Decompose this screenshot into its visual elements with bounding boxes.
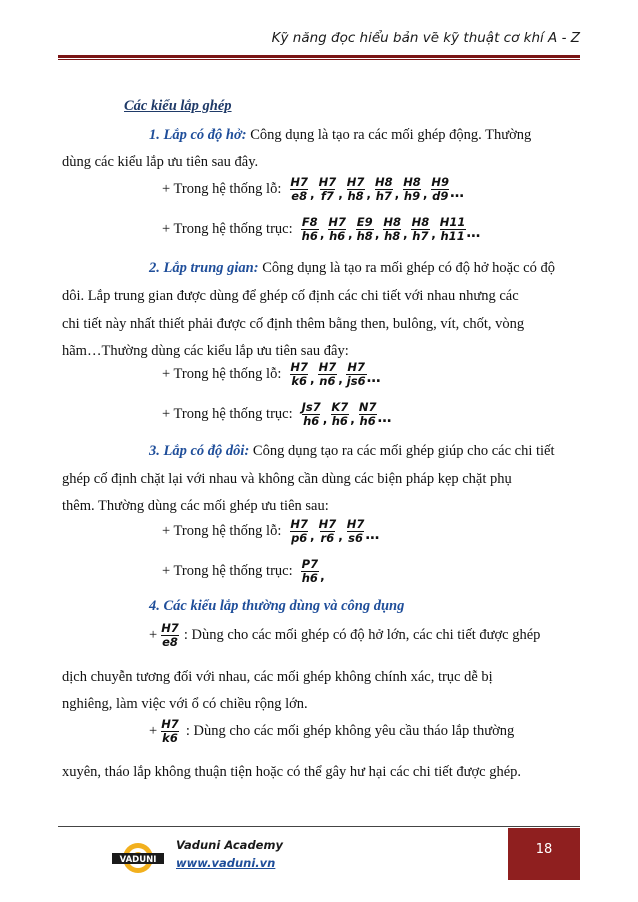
fit-fraction — [289, 518, 309, 545]
fit-fraction — [356, 216, 374, 243]
fraction-separator: , — [310, 528, 315, 543]
fit-fraction — [374, 176, 394, 203]
s3-title: 3. Lắp có độ dôi: — [149, 443, 250, 459]
fraction-numerator: H7 — [347, 360, 365, 374]
s3-line3: thêm. Thường dùng các mối ghép ưu tiên sau: — [62, 498, 329, 514]
fraction-numerator: K7 — [331, 400, 349, 414]
ellipsis: … — [450, 184, 465, 201]
fit-fraction — [430, 176, 450, 203]
fraction-separator: , — [374, 226, 380, 241]
s2-shaft-fractions — [301, 401, 392, 428]
fraction-numerator: F8 — [301, 215, 318, 229]
footer-rule — [58, 826, 580, 827]
s3-hole-row — [162, 518, 379, 545]
s3-paragraph — [62, 441, 576, 461]
s2-title: 2. Lắp trung gian: — [149, 260, 259, 276]
fraction-separator: , — [366, 186, 371, 201]
s4-item2-fraction — [160, 718, 180, 745]
fit-fraction — [382, 216, 402, 243]
fraction-denominator: e8 — [291, 189, 308, 203]
s2-line3: chi tiết này nhất thiết phải được cố định thêm bằng then, bulông, vít, chốt, vòng — [62, 316, 525, 332]
fit-fraction — [318, 361, 338, 388]
fit-fraction — [289, 361, 309, 388]
fraction-numerator: H7 — [346, 517, 365, 531]
fraction-denominator: h7 — [412, 229, 429, 243]
fraction-denominator: h6 — [301, 571, 318, 585]
fraction-denominator: h7 — [375, 189, 392, 203]
fraction-numerator: H7 — [346, 175, 365, 189]
s1-shaft-fractions — [301, 216, 481, 243]
fit-fraction — [301, 216, 319, 243]
fraction-denominator: h6 — [303, 414, 320, 428]
s4-item1-text: : Dùng cho các mối ghép có độ hở lớn, các chi tiết được ghép — [183, 627, 541, 643]
fraction-denominator: h6 — [331, 414, 348, 428]
fit-fraction — [346, 518, 366, 545]
fraction-numerator: H11 — [439, 215, 466, 229]
s3-line2: ghép cố định chặt lại với nhau và không cần dùng các biện pháp kẹp chặt phụ — [62, 471, 512, 487]
s1-hole-row — [162, 176, 464, 203]
fraction-denominator: d9 — [432, 189, 449, 203]
fraction-denominator: k6 — [291, 374, 308, 388]
fraction-denominator: h8 — [347, 189, 364, 203]
fraction-numerator: H8 — [383, 215, 402, 229]
fraction-numerator: H7 — [318, 360, 337, 374]
s4-item1-den: e8 — [162, 635, 178, 649]
fraction-numerator: H7 — [318, 175, 337, 189]
s4-item1-plus: + — [149, 627, 158, 643]
fraction-separator: , — [348, 226, 353, 241]
s1-shaft-row — [162, 216, 480, 243]
s2-hole-label: + Trong hệ thống lỗ: — [162, 366, 282, 382]
s4-item1-row — [149, 622, 576, 649]
s1-hole-label: + Trong hệ thống lỗ: — [162, 181, 282, 197]
fit-fraction — [439, 216, 467, 243]
s4-item2-line2: xuyên, tháo lắp không thuận tiện hoặc có thể gây hư hại các chi tiết được ghép. — [62, 764, 522, 780]
fit-fraction — [318, 176, 338, 203]
s2-paragraph — [62, 258, 576, 278]
fraction-numerator: H7 — [290, 517, 309, 531]
vaduni-logo — [112, 840, 164, 876]
s2-line1: Công dụng là tạo ra mối ghép có độ hở hoặc có độ — [262, 260, 555, 276]
fit-fraction — [327, 216, 347, 243]
fraction-separator: , — [338, 528, 343, 543]
s2-hole-row — [162, 361, 381, 388]
s4-item2-den: k6 — [162, 731, 178, 745]
s1-shaft-label: + Trong hệ thống trục: — [162, 221, 293, 237]
fraction-separator: , — [338, 186, 343, 201]
fraction-denominator: h9 — [403, 189, 421, 203]
fraction-denominator: h8 — [356, 229, 373, 243]
fraction-denominator: n6 — [319, 374, 336, 388]
s4-item1-fraction — [160, 622, 180, 649]
s1-hole-fractions — [289, 176, 464, 203]
s3-hole-fractions — [289, 518, 379, 545]
fraction-separator: , — [350, 411, 355, 426]
fraction-numerator: H7 — [318, 517, 337, 531]
fraction-separator: , — [422, 186, 428, 201]
fraction-denominator: s6 — [348, 531, 364, 545]
ellipsis: … — [377, 409, 392, 426]
fraction-numerator: P7 — [301, 557, 319, 571]
fraction-denominator: r6 — [320, 531, 335, 545]
fit-fraction — [289, 176, 309, 203]
fraction-denominator: h6 — [329, 229, 346, 243]
fraction-numerator: H9 — [431, 175, 450, 189]
ellipsis: … — [365, 526, 380, 543]
fraction-separator: , — [431, 226, 436, 241]
s4-item2-plus: + — [149, 723, 158, 739]
fraction-denominator: h6 — [359, 414, 376, 428]
s2-line4: hãm…Thường dùng các kiểu lắp ưu tiên sau đây: — [62, 343, 349, 359]
fraction-denominator: js6 — [346, 374, 366, 388]
fraction-numerator: H7 — [290, 360, 309, 374]
fraction-separator: , — [310, 371, 315, 386]
fraction-separator: , — [394, 186, 400, 201]
s3-shaft-label: + Trong hệ thống trục: — [162, 563, 293, 579]
fraction-numerator: H8 — [403, 175, 421, 189]
page-header-title: Kỹ năng đọc hiểu bản vẽ kỹ thuật cơ khí A - Z — [271, 30, 580, 46]
section-title: Các kiểu lắp ghép — [124, 98, 232, 114]
fraction-separator: , — [322, 411, 328, 426]
fraction-numerator: E9 — [356, 215, 373, 229]
fit-fraction — [402, 176, 422, 203]
footer-brand-name: Vaduni Academy — [176, 838, 283, 852]
fraction-numerator: Js7 — [301, 400, 321, 414]
fraction-separator: , — [320, 568, 325, 583]
header-rule — [58, 55, 580, 58]
fraction-numerator: H7 — [328, 215, 347, 229]
s4-item2-row — [149, 718, 576, 745]
fit-fraction — [318, 518, 338, 545]
fit-fraction — [346, 361, 367, 388]
fit-fraction — [358, 401, 378, 428]
s3-shaft-fractions — [301, 558, 328, 585]
fraction-separator: , — [403, 226, 408, 241]
s1-line2: dùng các kiểu lắp ưu tiên sau đây. — [62, 154, 259, 170]
s4-title: 4. Các kiểu lắp thường dùng và công dụng — [149, 598, 405, 614]
fraction-denominator: p6 — [291, 531, 308, 545]
fraction-separator: , — [338, 371, 343, 386]
ellipsis: … — [366, 369, 381, 386]
s4-item1-line2: dịch chuyễn tương đối với nhau, các mối ghép không chính xác, trục dễ bị — [62, 669, 493, 685]
fraction-denominator: h8 — [384, 229, 401, 243]
s3-shaft-row — [162, 558, 328, 585]
s1-line1: Công dụng là tạo ra các mối ghép động. Thường — [250, 127, 532, 143]
page-number: 18 — [535, 842, 553, 857]
fit-fraction — [301, 558, 319, 585]
s4-item1-num: H7 — [161, 621, 179, 635]
fit-fraction — [330, 401, 349, 428]
fraction-separator: , — [310, 186, 315, 201]
fraction-denominator: h6 — [301, 229, 318, 243]
s4-item1-line3: nghiêng, làm việc với ổ có chiều rộng lớn. — [62, 696, 308, 712]
fraction-numerator: H8 — [411, 215, 430, 229]
s2-line2: dôi. Lắp trung gian được dùng để ghép cố định các chi tiết với nhau nhưng các — [62, 288, 519, 304]
s4-item2-num: H7 — [161, 717, 179, 731]
fraction-numerator: H8 — [374, 175, 393, 189]
fraction-numerator: H7 — [290, 175, 309, 189]
s4-item2-text: : Dùng cho các mối ghép không yêu cầu tháo lắp thường — [185, 723, 515, 739]
fraction-denominator: h11 — [440, 229, 465, 243]
s1-title: 1. Lắp có độ hở: — [149, 127, 247, 143]
s2-shaft-label: + Trong hệ thống trục: — [162, 406, 293, 422]
s3-line1: Công dụng tạo ra các mối ghép giúp cho các chi tiết — [252, 443, 555, 459]
ellipsis: … — [466, 224, 481, 241]
fit-fraction — [346, 176, 366, 203]
fraction-separator: , — [319, 226, 325, 241]
fit-fraction — [411, 216, 431, 243]
s2-hole-fractions — [289, 361, 380, 388]
s2-shaft-row — [162, 401, 391, 428]
s1-paragraph — [62, 125, 576, 145]
s3-hole-label: + Trong hệ thống lỗ: — [162, 523, 282, 539]
fraction-denominator: f7 — [320, 189, 334, 203]
fit-fraction — [301, 401, 322, 428]
footer-url-link[interactable]: www.vaduni.vn — [176, 856, 276, 870]
logo-text: VADUNI — [119, 855, 157, 865]
fraction-numerator: N7 — [358, 400, 377, 414]
header-rule-thin — [58, 59, 580, 60]
page-number-box — [508, 828, 580, 880]
